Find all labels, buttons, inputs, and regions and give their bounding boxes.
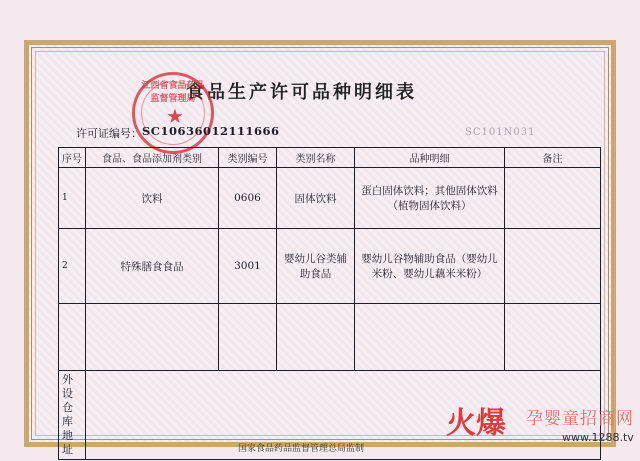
category-cell	[86, 304, 219, 371]
watermark-logo: 火爆	[446, 406, 506, 441]
row-number: 2	[59, 229, 86, 304]
detail-cell	[355, 304, 505, 371]
detail-cell: 蛋白固体饮料；其他固体饮料（植物固体饮料）	[355, 168, 505, 229]
note-cell	[505, 229, 601, 304]
permit-label: 许可证编号：	[76, 127, 142, 140]
note-cell	[505, 168, 601, 229]
name-cell	[277, 304, 355, 371]
code-cell: 0606	[219, 168, 277, 229]
column-header: 品种明细	[355, 148, 505, 168]
name-cell: 婴幼儿谷类辅助食品	[277, 229, 355, 304]
seal-star-icon: ★	[166, 104, 184, 128]
column-header: 食品、食品添加剂类别	[86, 148, 219, 168]
column-header: 备注	[505, 148, 601, 168]
code-cell	[219, 304, 277, 371]
permit-number: SC10636012111666	[142, 124, 280, 138]
column-header: 类别编号	[219, 148, 277, 168]
category-cell: 特殊膳食食品	[86, 229, 219, 304]
table-row	[59, 168, 601, 229]
watermark-site-name: 孕婴童招商网	[526, 409, 634, 429]
category-cell: 饮料	[86, 168, 219, 229]
document-title: 食品生产许可品种明细表	[186, 82, 417, 103]
code-cell: 3001	[219, 229, 277, 304]
column-header: 序号	[59, 148, 86, 168]
warehouse-label: 外设仓库地址	[59, 371, 86, 460]
detail-cell: 婴幼儿谷物辅助食品（婴幼儿米粉、婴幼儿藕米米粉）	[355, 229, 505, 304]
table-row	[59, 304, 601, 371]
permit-number-faded: SC101N031	[465, 127, 536, 138]
row-number: 1	[59, 168, 86, 229]
site-watermark	[446, 398, 636, 453]
note-cell	[505, 304, 601, 371]
column-header: 类别名称	[277, 148, 355, 168]
seal-text: 江西省食品药品监督管理局	[141, 81, 205, 104]
footer-note: 国家食品药品监督管理总局监制	[238, 444, 365, 454]
name-cell: 固体饮料	[277, 168, 355, 229]
table-row	[59, 229, 601, 304]
row-number	[59, 304, 86, 371]
watermark-url: www.1288.tv	[562, 431, 634, 444]
